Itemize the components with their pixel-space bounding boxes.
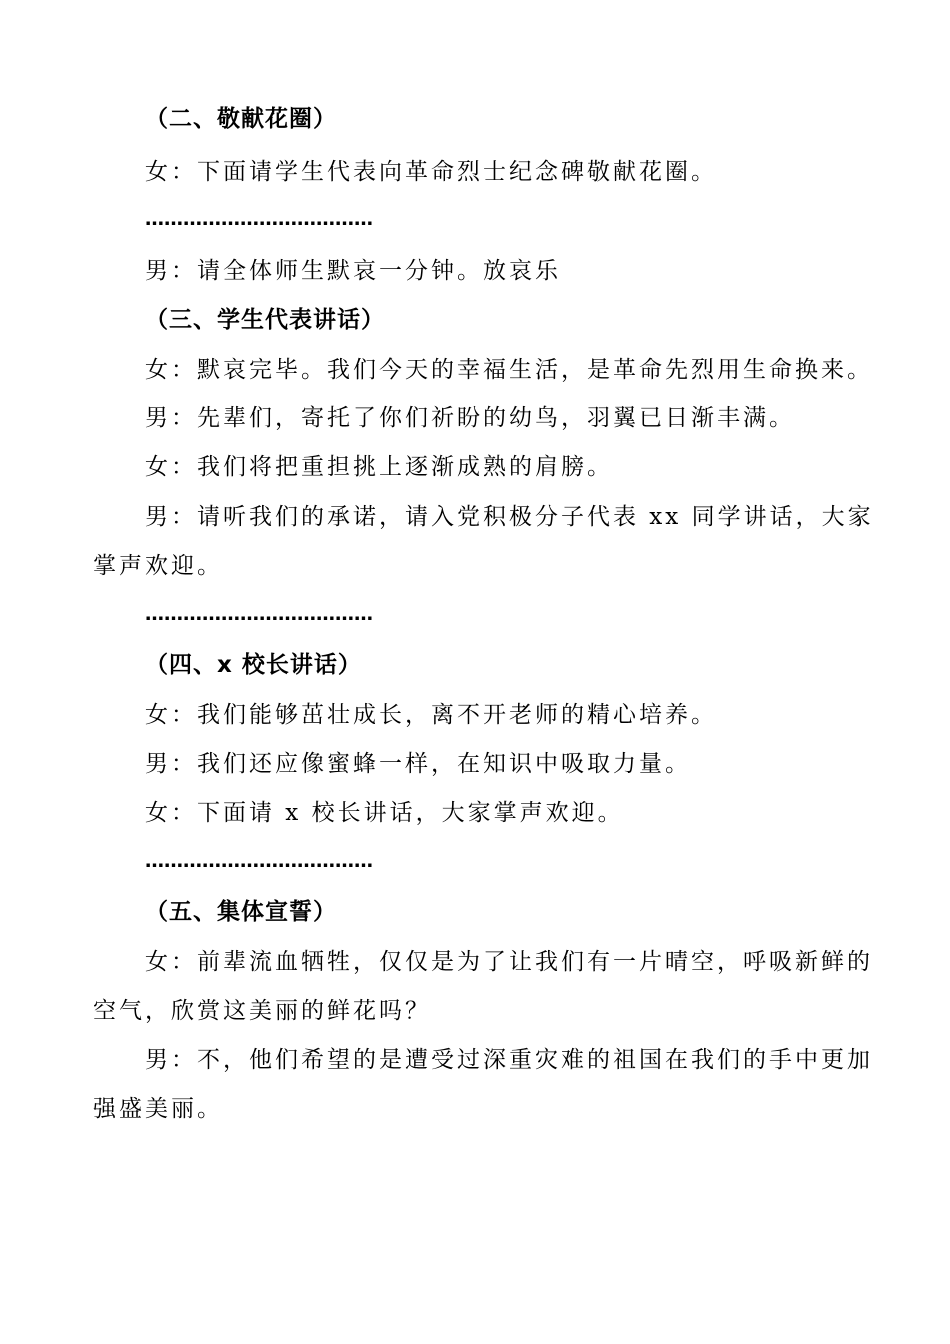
dialogue-line: 男：先辈们，寄托了你们祈盼的幼鸟，羽翼已日渐丰满。 [145, 405, 795, 431]
ellipsis-divider: ……………………………… [145, 850, 373, 872]
dialogue-line: 女：我们将把重担挑上逐渐成熟的肩膀。 [145, 454, 613, 480]
section-heading-2: （二、敬献花圈） [145, 106, 337, 132]
dialogue-line: 女：前辈流血牺牲，仅仅是为了让我们有一片晴空，呼吸新鲜的 [145, 949, 873, 975]
dialogue-line-continuation: 空气，欣赏这美丽的鲜花吗？ [93, 998, 431, 1024]
dialogue-line: 男：请全体师生默哀一分钟。放哀乐 [145, 258, 561, 284]
dialogue-line: 女：下面请学生代表向革命烈士纪念碑敬献花圈。 [145, 159, 717, 185]
dialogue-line: 男：我们还应像蜜蜂一样，在知识中吸取力量。 [145, 751, 691, 777]
section-heading-3: （三、学生代表讲话） [145, 307, 385, 333]
dialogue-line-continuation: 掌声欢迎。 [93, 553, 223, 579]
dialogue-line: 女：下面请 x 校长讲话，大家掌声欢迎。 [145, 800, 624, 826]
dialogue-line-continuation: 强盛美丽。 [93, 1096, 223, 1122]
dialogue-line: 女：默哀完毕。我们今天的幸福生活，是革命先烈用生命换来。 [145, 357, 873, 383]
dialogue-line: 男：不，他们希望的是遭受过深重灾难的祖国在我们的手中更加 [145, 1047, 873, 1073]
ellipsis-divider: ……………………………… [145, 603, 373, 625]
section-heading-5: （五、集体宣誓） [145, 899, 337, 925]
ellipsis-divider: ……………………………… [145, 208, 373, 230]
dialogue-line: 女：我们能够茁壮成长，离不开老师的精心培养。 [145, 702, 717, 728]
dialogue-line: 男：请听我们的承诺，请入党积极分子代表 xx 同学讲话，大家 [145, 504, 874, 530]
section-heading-4: （四、x 校长讲话） [145, 652, 362, 678]
